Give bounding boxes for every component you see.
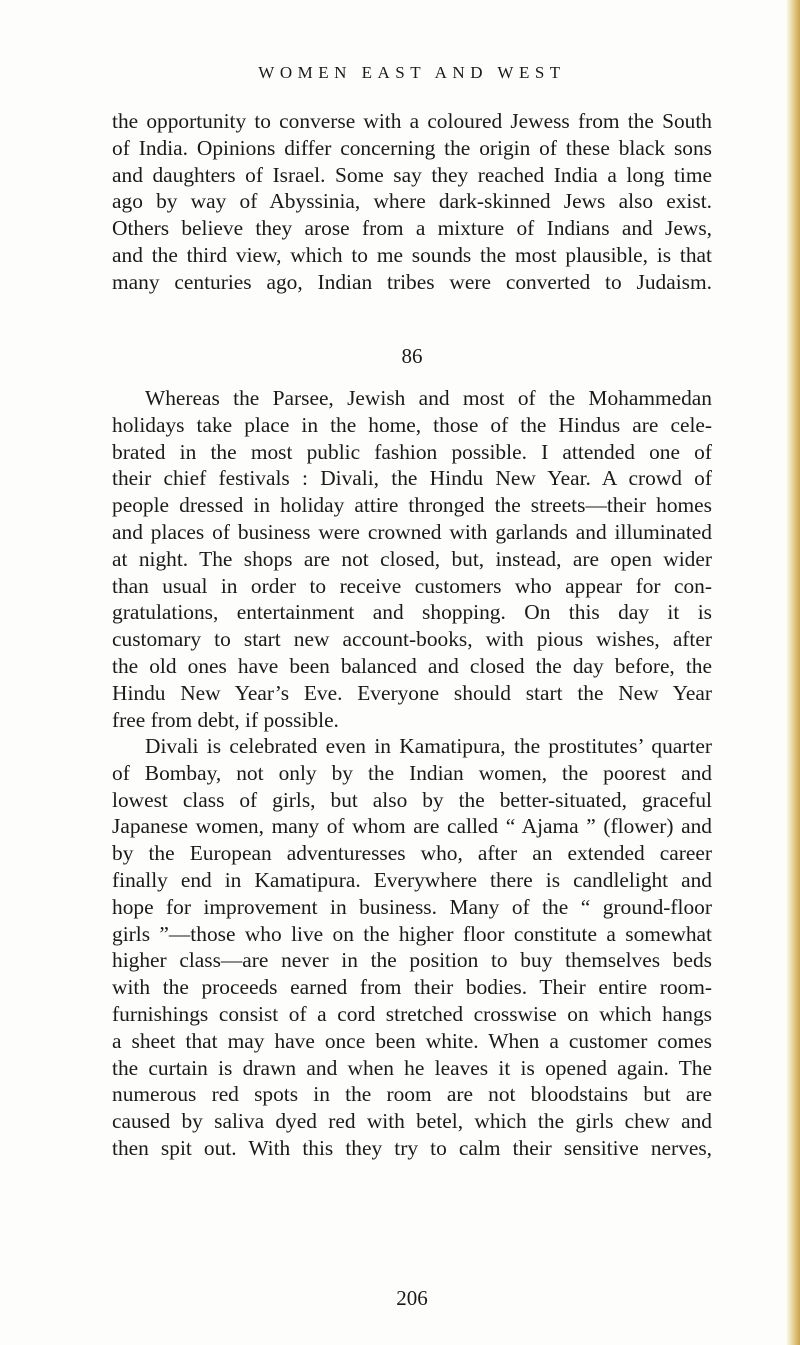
text-line: Japanese women, many of whom are called “ Ajama ” (flower) and <box>112 814 712 839</box>
text-line: by the European adventuresses who, after an extended career <box>112 841 712 866</box>
paragraph-divali <box>112 385 712 733</box>
text-line: numerous red spots in the room are not bloodstains but are <box>112 1082 712 1107</box>
text-line: the curtain is drawn and when he leaves it is opened again. The <box>112 1055 712 1080</box>
text-line: higher class—are never in the position to buy themselves beds <box>112 948 712 973</box>
text-line: holidays take place in the home, those of the Hindus are cele- <box>112 412 712 437</box>
text-line: hope for improvement in business. Many of the “ ground-floor <box>112 894 712 919</box>
text-line: Divali is celebrated even in Kamatipura, the prostitutes’ quarter <box>145 734 712 758</box>
page-number: 206 <box>396 1286 428 1310</box>
text-line: Hindu New Year’s Eve. Everyone should start the New Year <box>112 680 712 705</box>
text-line: at night. The shops are not closed, but, instead, are open wider <box>112 546 712 571</box>
text-line: than usual in order to receive customers who appear for con- <box>112 573 712 598</box>
text-line: free from debt, if possible. <box>112 707 339 732</box>
text-line: girls ”—those who live on the higher floor constitute a somewhat <box>112 921 712 946</box>
text-line: ago by way of Abyssinia, where dark-skinned Jews also exist. <box>112 189 712 214</box>
text-line: the old ones have been balanced and closed the day before, the <box>112 653 712 678</box>
text-line: furnishings consist of a cord stretched crosswise on which hangs <box>112 1001 712 1026</box>
running-head: WOMEN EAST AND WEST <box>258 63 566 82</box>
text-line: many centuries ago, Indian tribes were converted to Judaism. <box>112 269 712 294</box>
text-line: and daughters of Israel. Some say they reached India a long time <box>112 162 712 187</box>
text-line: brated in the most public fashion possible. I attended one of <box>112 439 712 464</box>
text-line: of India. Opinions differ concerning the origin of these black sons <box>112 135 712 160</box>
text-line: Whereas the Parsee, Jewish and most of the Mohammedan <box>145 386 712 410</box>
text-line: the opportunity to converse with a coloured Jewess from the South <box>112 109 712 133</box>
text-line: gratulations, entertainment and shopping. On this day it is <box>112 600 712 625</box>
text-line: caused by saliva dyed red with betel, which the girls chew and <box>112 1109 712 1134</box>
text-line: customary to start new account-books, with pious wishes, after <box>112 627 712 652</box>
section-number: 86 <box>401 344 423 368</box>
page-edge-shadow <box>786 0 800 1345</box>
text-line: with the proceeds earned from their bodies. Their entire room- <box>112 975 712 1000</box>
text-line: their chief festivals : Divali, the Hindu New Year. A crowd of <box>112 466 712 491</box>
text-line: finally end in Kamatipura. Everywhere there is candlelight and <box>112 867 712 892</box>
paragraph-kamatipura <box>112 733 712 1162</box>
text-line: and places of business were crowned with garlands and illuminated <box>112 519 712 544</box>
text-line: Others believe they arose from a mixture of Indians and Jews, <box>112 216 712 241</box>
text-line: a sheet that may have once been white. When a customer comes <box>112 1028 712 1053</box>
text-line: then spit out. With this they try to calm their sensitive nerves, <box>112 1135 712 1160</box>
text-line: people dressed in holiday attire thronged the streets—their homes <box>112 493 712 518</box>
text-line: and the third view, which to me sounds the most plausible, is that <box>112 242 712 267</box>
paragraph-continued <box>112 108 712 296</box>
text-line: of Bombay, not only by the Indian women, the poorest and <box>112 760 712 785</box>
text-line: lowest class of girls, but also by the better-situated, graceful <box>112 787 712 812</box>
